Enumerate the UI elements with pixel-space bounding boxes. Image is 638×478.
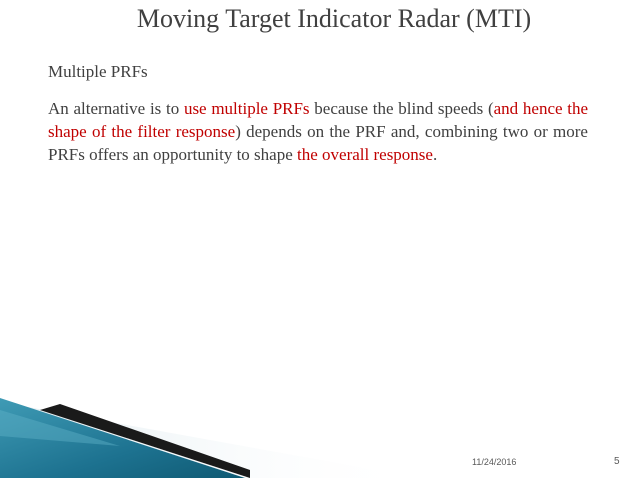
paragraph-text-4: . xyxy=(432,145,438,164)
decor-teal-wedge xyxy=(0,398,245,478)
decor-light-sweep xyxy=(0,402,420,478)
page-number: 5 xyxy=(614,456,620,467)
highlight-overall-response: the overall response xyxy=(297,145,433,164)
paragraph-text-2: because the blind speeds ( xyxy=(309,99,494,118)
paragraph-text-1: An alternative is to xyxy=(48,99,184,118)
decor-teal-highlight xyxy=(0,410,120,446)
highlight-filter-response: and hence the shape of the filter response xyxy=(48,99,589,141)
body-paragraph xyxy=(48,97,588,166)
decor-dark-stripe xyxy=(40,404,250,478)
subheading: Multiple PRFs xyxy=(48,62,148,81)
highlight-multiple-prfs: use multiple PRFs xyxy=(183,99,310,118)
slide-title: Moving Target Indicator Radar (MTI) xyxy=(136,4,532,33)
footer-date: 11/24/2016 xyxy=(472,457,517,467)
paragraph-text-3: ) depends on the PRF and, combining two or more PRFs offers an opportunity to shape xyxy=(48,122,588,164)
